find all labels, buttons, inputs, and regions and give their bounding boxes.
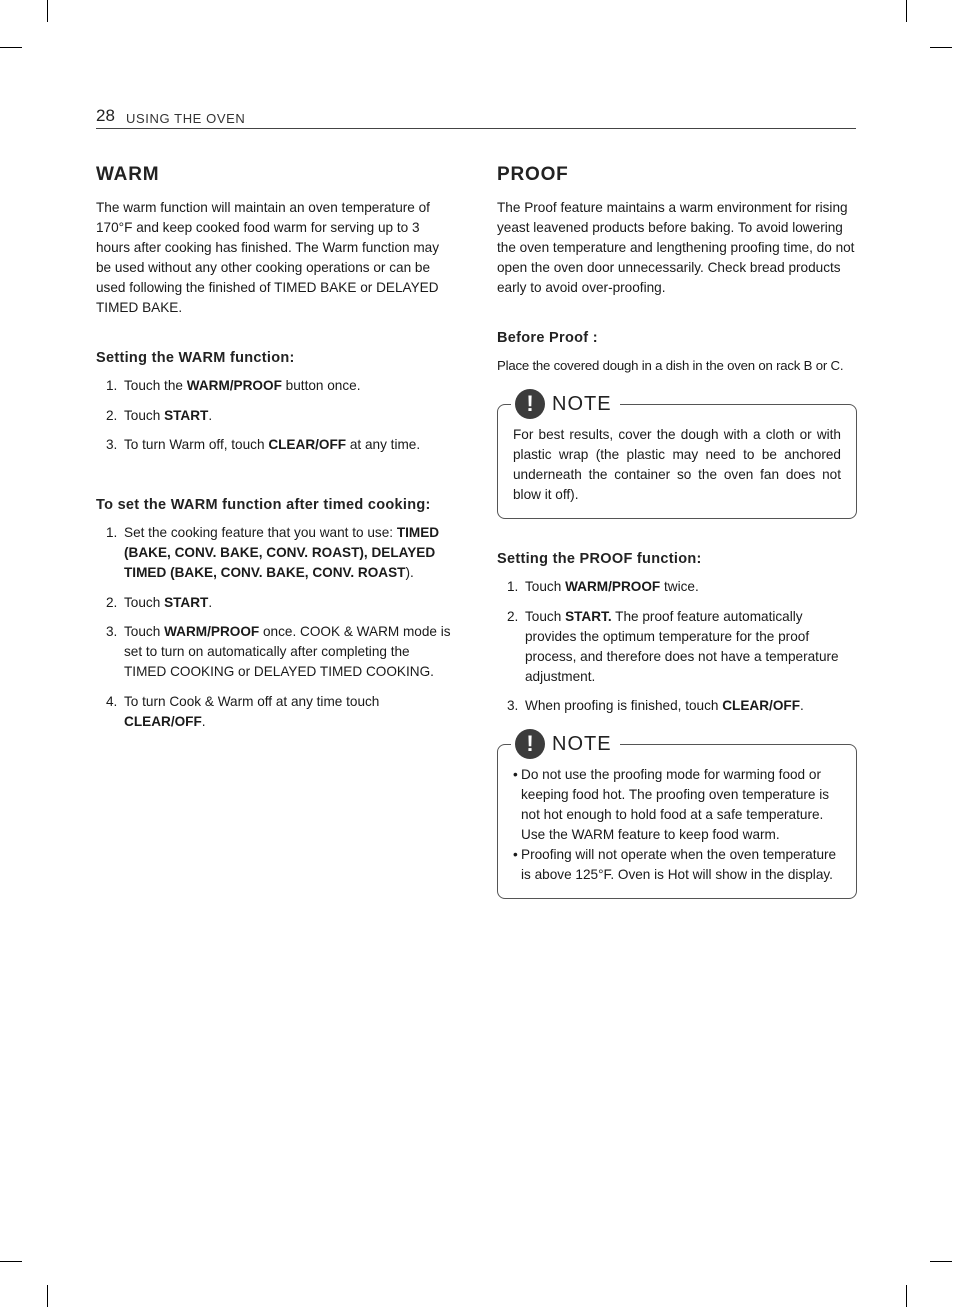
proof-title: PROOF (497, 164, 569, 185)
proof-section (497, 160, 857, 899)
list-item: 3. Touch WARM/PROOF once. COOK & WARM mode is set to turn on automatically after completing the TIMED COOKING or DELAYED TIMED COOKING. (106, 624, 451, 679)
crop-mark (0, 1261, 22, 1262)
list-item: 3. When proofing is finished, touch CLEAR/OFF. (507, 698, 804, 713)
note-label: NOTE (552, 392, 612, 415)
list-item: 3. To turn Warm off, touch CLEAR/OFF at any time. (106, 437, 421, 452)
list-item: 2. Touch START. (106, 594, 213, 610)
warm-section (96, 160, 452, 741)
warm-intro: The warm function will maintain an oven temperature of 170°F and keep cooked food warm for serving up to 3 hours after cooking has finished. The Warm function may be used without any other cooking operations or can be used following the finished of TIMED BAKE or DELAYED TIMED BAKE. (96, 200, 440, 315)
before-proof-heading: Before Proof : (497, 330, 598, 346)
list-item: • Do not use the proofing mode for warming food or keeping food hot. The proofing oven temperature is not hot enough to hold food at a safe temperature. Use the WARM feature to keep food warm. (513, 767, 830, 842)
crop-mark (906, 0, 907, 22)
warm-after-heading: To set the WARM function after timed cooking: (96, 497, 431, 513)
before-proof-text: Place the covered dough in a dish in the oven on rack B or C. (497, 358, 844, 373)
page-number: 28 (96, 106, 115, 125)
note-header (511, 727, 620, 761)
bullet-icon: • (513, 847, 518, 862)
warm-title: WARM (96, 164, 160, 185)
crop-mark (930, 47, 952, 48)
proof-intro: The Proof feature maintains a warm environment for rising yeast leavened products before baking. To avoid lowering the oven temperature and lengthening proofing time, do not open the oven door unnecessarily. Check bread products early to avoid over-proofing. (497, 200, 855, 295)
exclamation-icon: ! (515, 389, 545, 419)
list-item: 1. Set the cooking feature that you want to use: TIMED (BAKE, CONV. BAKE, CONV. ROAST), DELAYED TIMED (BAKE, CONV. BAKE, CONV. ROAST). (106, 525, 440, 580)
exclamation-icon: ! (515, 729, 545, 759)
section-title: USING THE OVEN (126, 111, 246, 126)
list-item: 4. To turn Cook & Warm off at any time touch CLEAR/OFF. (106, 693, 380, 729)
list-item: 1. Touch the WARM/PROOF button once. (106, 378, 361, 393)
list-item: 2. Touch START. The proof feature automatically provides the optimum temperature for the proof process, and therefore does not have a temperature adjustment. (507, 608, 839, 684)
crop-mark (930, 1261, 952, 1262)
warm-after-steps (96, 523, 452, 732)
page-header (96, 106, 856, 129)
note-list (513, 765, 841, 885)
proof-steps (497, 577, 857, 716)
note-header (511, 387, 620, 421)
crop-mark (47, 1285, 48, 1307)
bullet-icon: • (513, 767, 518, 782)
list-item: 2. Touch START. (106, 407, 213, 423)
note-text: For best results, cover the dough with a cloth or with plastic wrap (the plastic may need to be anchored underneath the container so the oven fan does not blow it off). (513, 427, 841, 502)
crop-mark (47, 0, 48, 22)
list-item: • Proofing will not operate when the oven temperature is above 125°F. Oven is Hot will show in the display. (513, 847, 837, 882)
warm-steps (96, 376, 452, 455)
warm-setting-heading: Setting the WARM function: (96, 350, 295, 366)
crop-mark (906, 1285, 907, 1307)
note-box (497, 391, 857, 519)
note-label: NOTE (552, 732, 612, 755)
note-box (497, 731, 857, 899)
crop-mark (0, 47, 22, 48)
list-item: 1. Touch WARM/PROOF twice. (507, 579, 699, 594)
proof-setting-heading: Setting the PROOF function: (497, 551, 702, 567)
